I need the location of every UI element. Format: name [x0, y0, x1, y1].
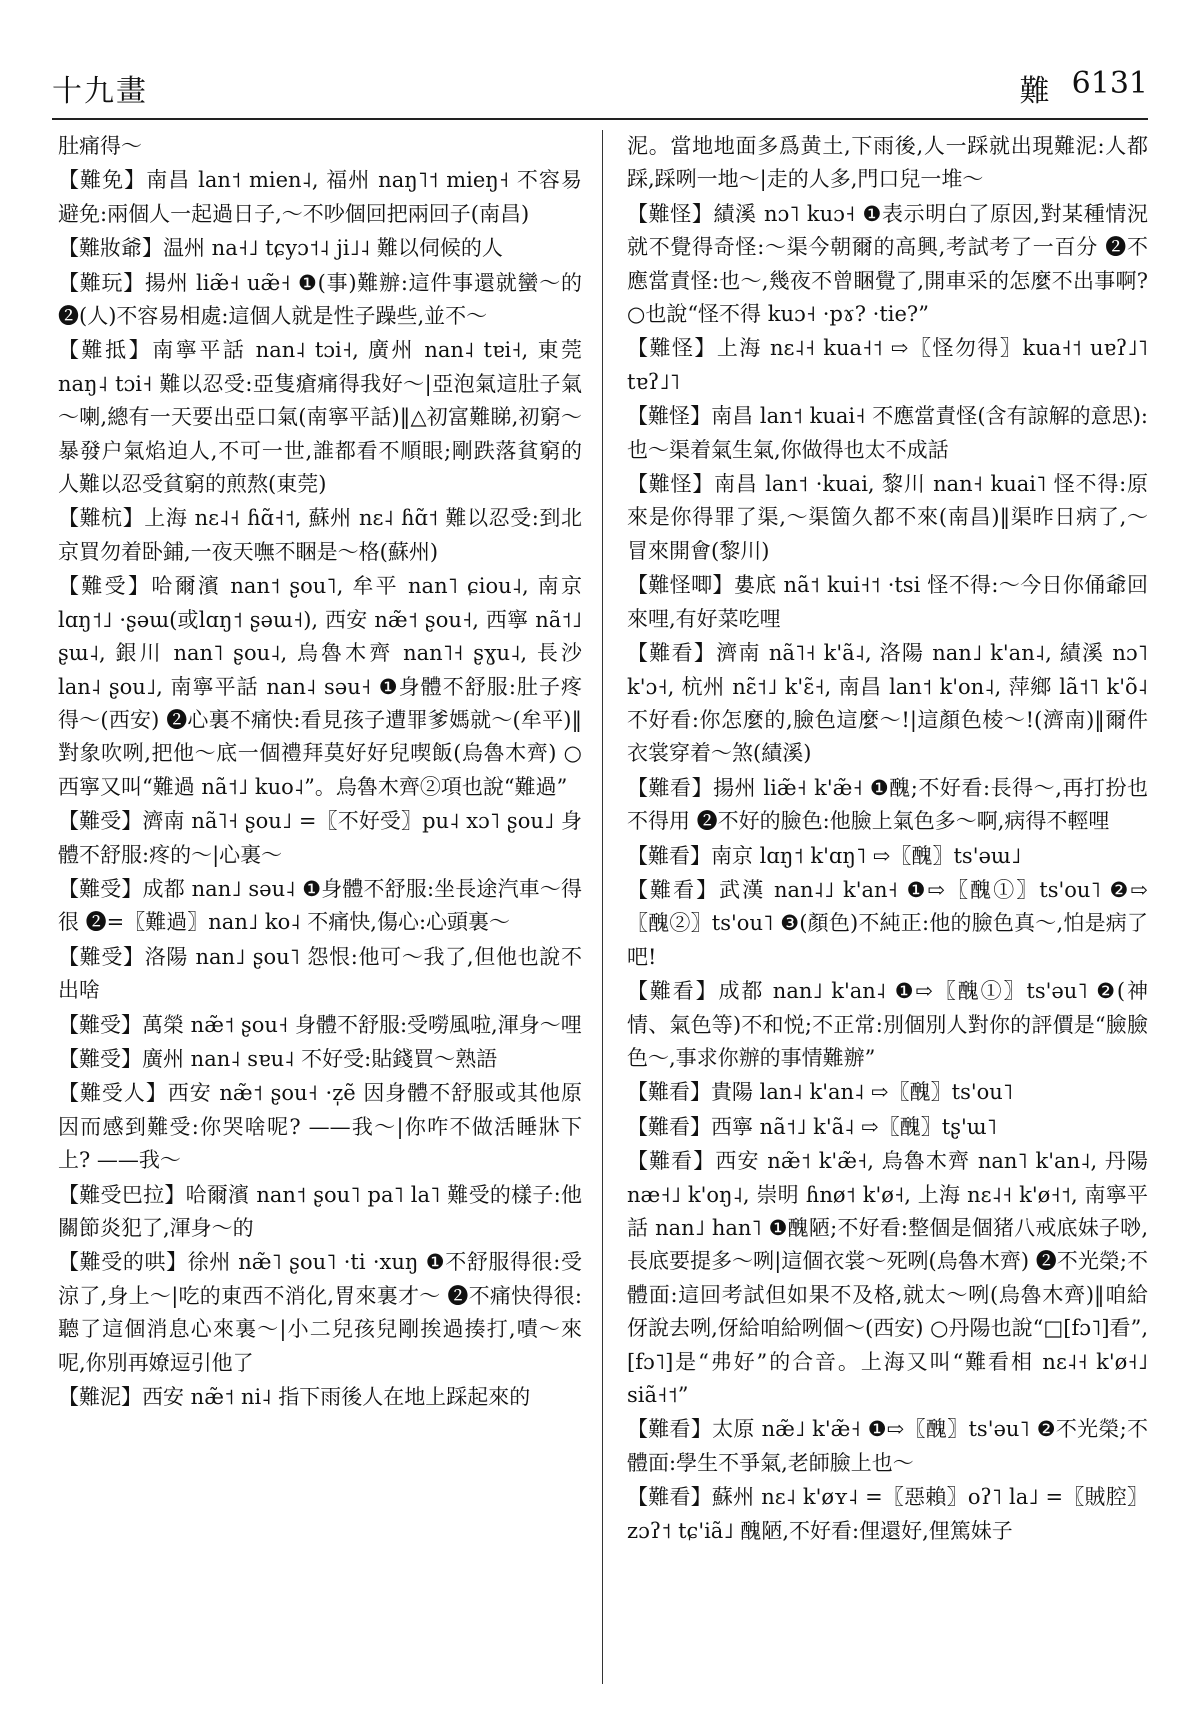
- dictionary-entry: 【難怪】南昌 lan˦ kuai˧ 不應當責怪(含有諒解的意思):也～渠着氣生氣,你做得也太不成話: [627, 404, 1148, 462]
- section-title: 十九畫: [52, 74, 148, 109]
- dictionary-entry: 【難怪唧】婁底 nã˦ kui˧˦ ·tsi 怪不得:～今日你俑爺回來哩,有好菜吃哩: [627, 573, 1148, 631]
- dictionary-entry: 【難受人】西安 næ̃˦ ʂou˧ ·z̩ẽ 因身體不舒服或其他原因而感到難受:你哭啥呢? ——我～|你咋不做活睡牀下上? ——我～: [58, 1081, 582, 1173]
- dictionary-entry: 【難免】南昌 lan˦ mien˨, 福州 naŋ˥˦ mieŋ˧ 不容易避免:兩個人一起過日子,～不吵個回把兩回子(南昌): [58, 168, 582, 226]
- dictionary-entry: 【難受巴拉】哈爾濱 nan˦ ʂou˥ pa˥ la˥ 難受的樣子:他關節炎犯了,渾身～的: [58, 1182, 582, 1240]
- dictionary-entry: 【難看】南京 lɑŋ˦ k'ɑŋ˥ ⇨〖醜〗ts'əɯ˩: [627, 843, 1022, 868]
- right-column: [603, 130, 1148, 1684]
- dictionary-entry: 【難受】廣州 nan˨ sɐu˨ 不好受:貼錢買～熟語: [58, 1046, 498, 1071]
- dictionary-entry: 【難受】洛陽 nan˩ ʂou˥ 怨恨:他可～我了,但他也說不出啥: [58, 944, 582, 1003]
- dictionary-entry: 【難看】西安 næ̃˦ k'æ̃˧, 烏魯木齊 nan˥ k'an˨, 丹陽 næ˧˩ k'oŋ˨, 崇明 ɦnø˦ k'ø˧, 上海 nɛ˨˧ k'ø˧˦, 南寧平話 nan˩ han˥ ❶醜陋;不好看:整個是個猪八戒底妹子唦,長底要提多～咧|這個衣裳～死咧(烏魯木齊) ❷不光榮;不體面:這回考試但如果不及格,就太～咧(烏魯木齊)‖咱給伢說去咧,伢給咱給咧個～(西安) ○丹陽也說“□[fɔ˥]看”,[fɔ˥]是“弗好”的合音。上海又叫“難看相 nɛ˨˧ k'ø˧˩ siã˧˦”: [627, 1149, 1148, 1408]
- dictionary-entry: 【難看】蘇州 nɛ˨ k'øʏ˨ =〖惡賴〗oʔ˥ la˩ =〖賊腔〗zɔʔ˦ tɕ'iã˩ 醜陋,不好看:俚還好,俚篤妹子: [627, 1485, 1148, 1543]
- left-column: [58, 130, 603, 1684]
- dictionary-entry: 【難受】萬榮 næ̃˦ ʂou˧ 身體不舒服:受嘮風啦,渾身～哩: [58, 1012, 582, 1037]
- page-locator: [1020, 66, 1148, 118]
- head-character: 難: [1019, 74, 1050, 109]
- dictionary-entry: 【難受】成都 nan˩ səu˨ ❶身體不舒服:坐長途汽車～得很 ❷=〖難過〗nan˩ ko˨ 不痛快,傷心:心頭裏～: [58, 876, 582, 935]
- dictionary-entry: 【難看】西寧 nã˦˩ k'ã˨ ⇨〖醜〗tʂ'ɯ˥: [627, 1114, 998, 1139]
- dictionary-entry: 【難看】太原 næ̃˩ k'æ̃˧ ❶⇨〖醜〗ts'əu˥ ❷不光榮;不體面:學生不爭氣,老師臉上也～: [627, 1417, 1148, 1475]
- dictionary-entry: 肚痛得～: [58, 134, 142, 158]
- dictionary-entry: 【難看】成都 nan˩ k'an˨ ❶⇨〖醜①〗ts'əu˥ ❷(神情、氣色等)不和悦;不正常:別個別人對你的評價是“臉臉色～,事求你辦的事情難辦”: [627, 979, 1148, 1070]
- dictionary-entry: 【難怪】南昌 lan˦ ·kuai, 黎川 nan˧ kuai˥ 怪不得:原來是你得罪了渠,～渠箇久都不來(南昌)‖渠昨日病了,～冒來開會(黎川): [627, 472, 1148, 563]
- dictionary-entry: 【難看】揚州 liæ̃˧ k'æ̃˧ ❶醜;不好看:長得～,再打扮也不得用 ❷不好的臉色:他臉上氣色多～啊,病得不輕哩: [627, 775, 1148, 834]
- dictionary-entry: 【難怪】績溪 nɔ˥ kuɔ˧ ❶表示明白了原因,對某種情況就不覺得奇怪:～渠今朝爾的高興,考試考了一百分 ❷不應當責怪:也～,幾夜不曾睏覺了,開車采的怎麼不出事啊? ○也說“怪不得 kuɔ˧ ·pɤ? ·tie?”: [627, 201, 1148, 327]
- dictionary-entry: 【難怪】上海 nɛ˨˧ kua˧˦ ⇨〖怪勿得〗kua˧˦ uɐʔ˩˥ tɐʔ˩˥: [627, 336, 1148, 394]
- dictionary-entry: 【難受】濟南 nã˥˧ ʂou˩ =〖不好受〗pu˨ xɔ˥ ʂou˩ 身體不舒服:疼的～|心裏～: [58, 809, 582, 867]
- dictionary-entry: 【難妝爺】温州 na˧˩ tɕyɔ˦˨ ji˩˨ 難以伺候的人: [58, 236, 503, 261]
- dictionary-entry: 【難杭】上海 nɛ˨˧ ɦɑ̃˧˦, 蘇州 nɛ˨ ɦɑ̃˦ 難以忍受:到北京買勿着卧鋪,一夜天嘸不睏是～格(蘇州): [58, 506, 582, 564]
- dictionary-entry: 【難看】濟南 nã˥˧ k'ã˨, 洛陽 nan˩ k'an˨, 績溪 nɔ˥ k'ɔ˧, 杭州 nɛ̃˦˩ k'ɛ̃˧, 南昌 lan˦ k'on˨, 萍鄉 lã˦˥ k'õ˨ 不好看:你怎麼的,臉色這麼～!|這顏色棱～!(濟南)‖爾件衣裳穿着～煞(績溪): [627, 641, 1148, 766]
- dictionary-entry: 【難受的哄】徐州 næ̃˥ ʂou˥ ·ti ·xuŋ ❶不舒服得很:受涼了,身上～|吃的東西不消化,胃來裏才～ ❷不痛快得很:聽了這個消息心來裏～|小二兒孩兒剛挨過揍打,嘖～來呢,你別再嫽逗引他了: [58, 1250, 582, 1375]
- dictionary-entry: 【難泥】西安 næ̃˦ ni˨ 指下雨後人在地上踩起來的: [58, 1385, 531, 1410]
- dictionary-entry: 【難看】武漢 nan˨˩ k'an˧ ❶⇨〖醜①〗ts'ou˥ ❷⇨〖醜②〗ts'ou˥ ❸(顏色)不純正:他的臉色真～,怕是病了吧!: [627, 877, 1148, 969]
- dictionary-body: [58, 130, 1148, 1684]
- page-header: [52, 66, 1148, 120]
- dictionary-entry: 【難玩】揚州 liæ̃˧ uæ̃˧ ❶(事)難辦:這件事還就蠻～的 ❷(人)不容易相處:這個人就是性子躁些,並不～: [58, 270, 582, 329]
- dictionary-entry: 泥。當地地面多爲黄土,下雨後,人一踩就出現難泥:人都踩,踩咧一地～|走的人多,門口兒一堆～: [627, 134, 1148, 192]
- dictionary-entry: 【難受】哈爾濱 nan˦ ʂou˥, 牟平 nan˥ ɕiou˨, 南京 lɑŋ˦˩ ·ʂəɯ(或lɑŋ˦ ʂəɯ˧), 西安 næ̃˦ ʂou˧, 西寧 nã˦˩ ʂɯ˨, 銀川 nan˥ ʂou˨, 烏魯木齊 nan˥˧ ʂɣu˨, 長沙 lan˨ ʂou˩, 南寧平話 nan˨ səu˧ ❶身體不舒服:肚子疼得～(西安) ❷心裏不痛快:看見孩子遭罪爹媽就～(牟平)‖對象吹咧,把他～底一個禮拜莫好好兒喫飯(烏魯木齊) ○西寧又叫“難過 nã˦˩ kuo˨”。烏魯木齊②項也說“難過”: [58, 574, 582, 799]
- dictionary-entry: 【難抵】南寧平話 nan˨ tɔi˧, 廣州 nan˨ tɐi˧, 東莞 naŋ˨ tɔi˧ 難以忍受:亞隻瘡痛得我好～|亞泡氣這肚子氣～喇,總有一天要出亞口氣(南寧平話)‖△初富難睇,初窮～暴發户氣焰迫人,不可一世,誰都看不順眼;剛跌落貧窮的人難以忍受貧窮的煎熬(東莞): [58, 338, 582, 497]
- dictionary-entry: 【難看】貴陽 lan˨ k'an˨ ⇨〖醜〗ts'ou˥: [627, 1080, 1014, 1105]
- page-number: 6131: [1071, 66, 1148, 101]
